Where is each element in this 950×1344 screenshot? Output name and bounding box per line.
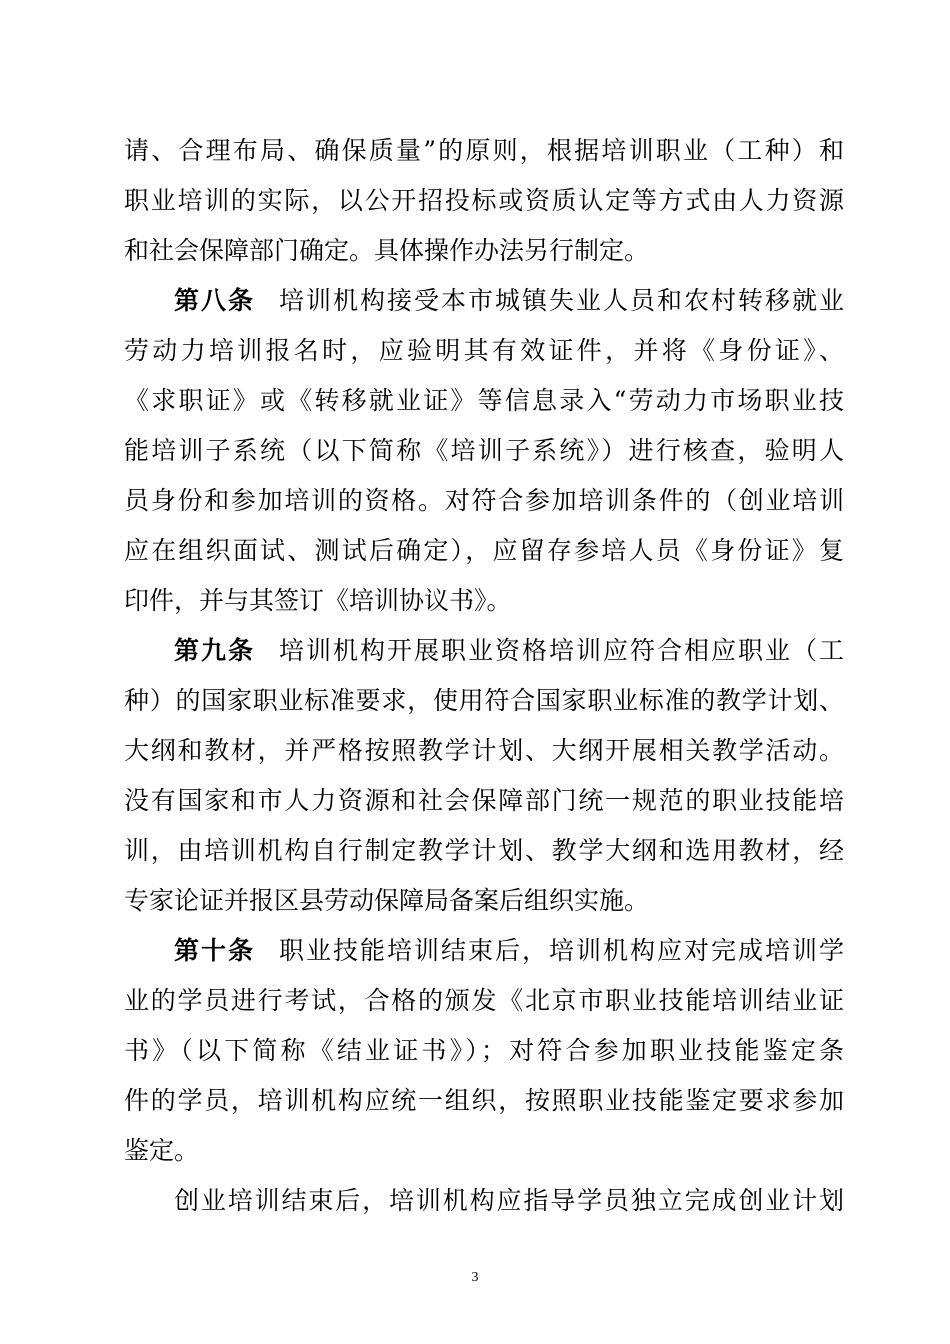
article-8-first-line [174, 286, 844, 316]
text-line: 应在组织面试、测试后确定），应留存参培人员《身份证》复 [124, 536, 844, 565]
text-line: 能培训子系统（以下简称《培训子系统》）进行核查，验明人 [124, 436, 844, 465]
text-line: 劳动力培训报名时，应验明其有效证件，并将《身份证》、 [124, 336, 844, 365]
text-line: 和社会保障部门确定。具体操作办法另行制定。 [124, 236, 650, 265]
article-10-first-line [174, 936, 844, 966]
article-8-title: 第八条 [174, 286, 255, 315]
text-line: 请、合理布局、确保质量”的原则，根据培训职业（工种）和 [124, 136, 844, 165]
text-line: 鉴定。 [124, 1136, 200, 1165]
article-10-title: 第十条 [174, 936, 255, 965]
text-line: 训，由培训机构自行制定教学计划、教学大纲和选用教材，经 [124, 836, 844, 865]
text-line: 员身份和参加培训的资格。对符合参加培训条件的（创业培训 [124, 486, 844, 515]
text-line: 职业技能培训结束后，培训机构应对完成培训学 [277, 936, 844, 965]
text-line: 职业培训的实际，以公开招投标或资质认定等方式由人力资源 [124, 186, 844, 215]
article-9-title: 第九条 [174, 636, 255, 665]
text-line: 大纲和教材，并严格按照教学计划、大纲开展相关教学活动。 [124, 736, 844, 765]
text-line: 种）的国家职业标准要求，使用符合国家职业标准的教学计划、 [124, 686, 844, 715]
text-line: 件的学员，培训机构应统一组织，按照职业技能鉴定要求参加 [124, 1086, 844, 1115]
text-line: 《求职证》或《转移就业证》等信息录入“劳动力市场职业技 [124, 386, 844, 415]
text-line: 培训机构开展职业资格培训应符合相应职业（工 [277, 636, 844, 665]
text-line: 没有国家和市人力资源和社会保障部门统一规范的职业技能培 [124, 786, 844, 815]
text-line: 书》（以下简称《结业证书》）；对符合参加职业技能鉴定条 [124, 1036, 844, 1065]
text-line: 培训机构接受本市城镇失业人员和农村转移就业 [277, 286, 844, 315]
text-line: 专家论证并报区县劳动保障局备案后组织实施。 [124, 886, 650, 915]
text-line: 创业培训结束后，培训机构应指导学员独立完成创业计划 [174, 1186, 844, 1215]
text-line: 业的学员进行考试，合格的颁发《北京市职业技能培训结业证 [124, 986, 844, 1015]
article-9-first-line [174, 636, 844, 666]
page-number: 3 [471, 1270, 479, 1285]
text-line: 印件，并与其签订《培训协议书》。 [124, 586, 512, 615]
